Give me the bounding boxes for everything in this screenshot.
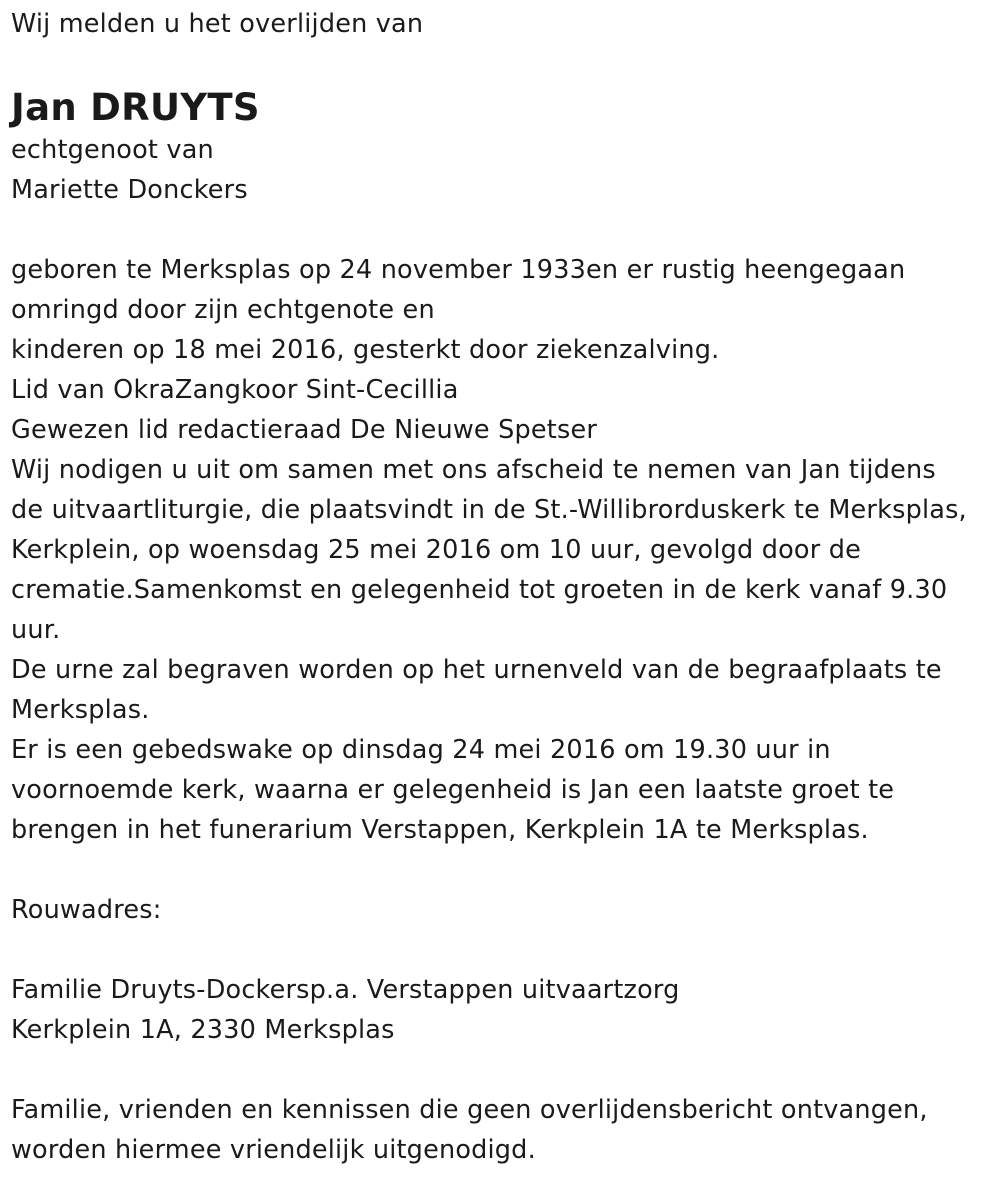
body-line: De urne zal begraven worden op het urnenveld van de begraafplaats te (11, 655, 942, 685)
body-line: uur. (11, 615, 61, 645)
spacer (11, 930, 996, 970)
spouse-label: echtgenoot van (11, 135, 214, 165)
spacer (11, 210, 996, 250)
closing-line: Familie, vrienden en kennissen die geen overlijdensbericht ontvangen, (11, 1095, 928, 1125)
body-line: brengen in het funerarium Verstappen, Kerkplein 1A te Merksplas. (11, 815, 869, 845)
address-label: Rouwadres: (11, 895, 162, 925)
body-line: Gewezen lid redactieraad De Nieuwe Spetser (11, 415, 598, 445)
spacer (11, 850, 996, 890)
intro-text: Wij melden u het overlijden van (11, 9, 424, 39)
body-line: omringd door zijn echtgenote en (11, 295, 435, 325)
address-line: Familie Druyts-Dockersp.a. Verstappen uitvaartzorg (11, 975, 680, 1005)
body-line: Kerkplein, op woensdag 25 mei 2016 om 10 uur, gevolgd door de (11, 535, 861, 565)
closing-line: worden hiermee vriendelijk uitgenodigd. (11, 1135, 536, 1165)
obituary-document (11, 0, 996, 1170)
spouse-name: Mariette Donckers (11, 175, 248, 205)
body-text (11, 250, 996, 850)
body-line: crematie.Samenkomst en gelegenheid tot groeten in de kerk vanaf 9.30 (11, 575, 948, 605)
body-line: Merksplas. (11, 695, 150, 725)
address-line: Kerkplein 1A, 2330 Merksplas (11, 1015, 395, 1045)
body-line: voornoemde kerk, waarna er gelegenheid is Jan een laatste groet te (11, 775, 895, 805)
body-line: Wij nodigen u uit om samen met ons afscheid te nemen van Jan tijdens (11, 455, 936, 485)
body-line: Lid van OkraZangkoor Sint-Cecillia (11, 375, 459, 405)
spacer (11, 1050, 996, 1090)
deceased-name: Jan DRUYTS (11, 86, 260, 129)
body-line: de uitvaartliturgie, die plaatsvindt in de St.-Willibrorduskerk te Merksplas, (11, 495, 967, 525)
body-line: Er is een gebedswake op dinsdag 24 mei 2016 om 19.30 uur in (11, 735, 831, 765)
body-line: geboren te Merksplas op 24 november 1933en er rustig heengegaan (11, 255, 906, 285)
body-line: kinderen op 18 mei 2016, gesterkt door ziekenzalving. (11, 335, 720, 365)
